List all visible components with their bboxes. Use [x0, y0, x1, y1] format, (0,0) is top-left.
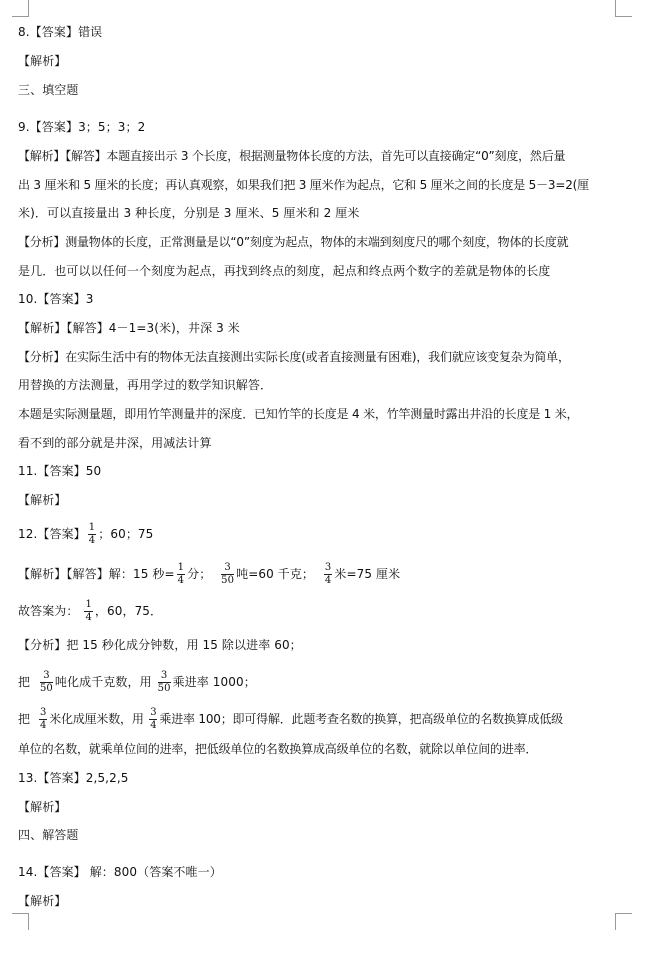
q12-jiexi-part-a: 【解析】【解答】解：15 秒= [18, 567, 175, 581]
q12-fenxi-line-1: 【分析】把 15 秒化成分钟数，用 15 除以进率 60； [18, 638, 302, 652]
q12-fenxi-3-part-c: 乘进率 100；即可得解．此题考查名数的换算，把高级单位的名数换算成低级 [159, 712, 563, 726]
crop-mark-top-right [615, 0, 632, 17]
q11-analysis: 【解析】 [18, 493, 67, 507]
fraction-1-4 [84, 600, 92, 623]
fraction-numerator: 3 [40, 671, 53, 683]
q13-label: 13.【答案】 [18, 771, 86, 785]
q9-jiexi-line-1: 【解析】【解答】本题直接出示 3 个长度，根据测量物体长度的方法，首先可以直接确定“0”刻度，然后量 [18, 149, 566, 163]
q10-answer: 3 [85, 292, 94, 306]
q10-note-line-2: 看不到的部分就是井深，用减法计算 [18, 436, 212, 450]
q12-jiexi-part-c: 吨=60 千克； [236, 567, 315, 581]
q13-answer-line [18, 770, 618, 786]
fraction-3-50 [221, 563, 234, 586]
q14-answer-line [18, 864, 618, 880]
q9-jiexi-line-2: 出 3 厘米和 5 厘米的长度；再认真观察，如果我们把 3 厘米作为起点，它和 5 厘米之间的长度是 5－3=2(厘 [18, 178, 589, 192]
fraction-3-4 [324, 563, 332, 586]
q12-jiexi-line [18, 563, 618, 586]
fraction-numerator: 3 [324, 562, 332, 573]
fraction-denominator: 4 [150, 720, 157, 731]
fraction-numerator: 3 [158, 671, 171, 683]
fraction-denominator: 50 [157, 683, 171, 694]
q10-note-line-1: 本题是实际测量题，即用竹竿测量井的深度．已知竹竿的长度是 4 米，竹竿测量时露出井沿的长度是 1 米， [18, 407, 579, 421]
fraction-denominator: 50 [221, 575, 235, 586]
q10-jiexi: 【解析】【解答】4－1=3(米)，井深 3 米 [18, 321, 240, 335]
q12-fenxi-line-4: 单位的名数，就乘单位间的进率，把低级单位的名数换算成高级单位的名数，就除以单位间的进率． [18, 742, 538, 756]
crop-mark-top-left [12, 0, 29, 17]
fraction-numerator: 3 [40, 707, 47, 718]
q12-label: 12.【答案】 [18, 527, 86, 541]
q12-fenxi-line-2 [18, 671, 618, 694]
q12-fenxi-2-part-b: 吨化成千克数，用 [54, 675, 152, 689]
q11-label: 11.【答案】 [18, 464, 86, 478]
q10-answer-line [18, 291, 618, 307]
q12-fenxi-2-part-a: 把 [18, 675, 31, 689]
fraction-numerator: 3 [150, 707, 157, 718]
fraction-numerator: 1 [88, 522, 96, 533]
q12-fenxi-line-3 [18, 708, 618, 731]
fraction-3-4 [39, 708, 47, 731]
section-4-heading: 四、解答题 [18, 828, 79, 842]
q12-gudaan-line [18, 600, 618, 623]
q10-fenxi-line-2: 用替换的方法测量，再用学过的数学知识解答． [18, 378, 273, 392]
q12-jiexi-part-d: 米=75 厘米 [334, 567, 401, 581]
q12-fenxi-3-part-b: 米化成厘米数，用 [49, 712, 144, 726]
fraction-numerator: 1 [85, 599, 92, 610]
q12-answer-rest: ；60；75 [98, 527, 154, 541]
q12-jiexi-part-b: 分； [187, 567, 212, 581]
fraction-3-50 [158, 671, 171, 694]
q9-jiexi-line-3: 米)．可以直接量出 3 种长度，分别是 3 厘米、5 厘米和 2 厘米 [18, 206, 360, 220]
q8-label: 8.【答案】 [18, 25, 79, 39]
q12-answer-line [18, 523, 618, 546]
fraction-denominator: 4 [88, 535, 96, 546]
q8-answer: 错误 [78, 25, 103, 39]
section-3-heading: 三、填空题 [18, 83, 79, 97]
fraction-numerator: 1 [177, 562, 185, 573]
q12-gudaan-part-a: 故答案为： [18, 604, 79, 618]
fraction-numerator: 3 [221, 563, 234, 575]
q9-answer-line [18, 119, 618, 135]
fraction-1-4 [88, 523, 96, 546]
crop-mark-bottom-right [615, 913, 632, 930]
q9-fenxi-line-2: 是几．也可以以任何一个刻度为起点，再找到终点的刻度，起点和终点两个数字的差就是物体的长度 [18, 264, 551, 278]
fraction-denominator: 4 [324, 575, 332, 586]
q9-answer: 3；5；3；2 [78, 120, 146, 134]
q12-fenxi-3-part-a: 把 [18, 712, 30, 726]
fraction-denominator: 4 [85, 612, 92, 623]
q11-answer-line [18, 463, 618, 479]
q13-answer: 2,5,2,5 [85, 771, 129, 785]
q8-answer-line [18, 24, 618, 40]
q9-label: 9.【答案】 [18, 120, 79, 134]
q9-fenxi-line-1: 【分析】测量物体的长度，正常测量是以“0”刻度为起点，物体的末端到刻度尺的哪个刻度，物体的长度就 [18, 235, 569, 249]
q14-answer: 解：800（答案不唯一） [85, 865, 222, 879]
q14-label: 14.【答案】 [18, 865, 86, 879]
q8-analysis: 【解析】 [18, 54, 67, 68]
fraction-1-4 [177, 563, 185, 586]
q14-analysis: 【解析】 [18, 894, 67, 908]
q10-label: 10.【答案】 [18, 292, 86, 306]
q10-fenxi-line-1: 【分析】在实际生活中有的物体无法直接测出实际长度(或者直接测量有困难)，我们就应该变复杂为简单， [18, 350, 570, 364]
q12-gudaan-part-b: ，60，75． [94, 604, 163, 618]
fraction-denominator: 50 [39, 683, 53, 694]
fraction-denominator: 4 [177, 575, 185, 586]
crop-mark-bottom-left [12, 913, 29, 930]
fraction-3-50 [40, 671, 53, 694]
fraction-3-4 [149, 708, 157, 731]
fraction-denominator: 4 [40, 720, 47, 731]
q12-fenxi-2-part-c: 乘进率 1000； [172, 675, 256, 689]
q13-analysis: 【解析】 [18, 800, 67, 814]
q11-answer: 50 [85, 464, 102, 478]
